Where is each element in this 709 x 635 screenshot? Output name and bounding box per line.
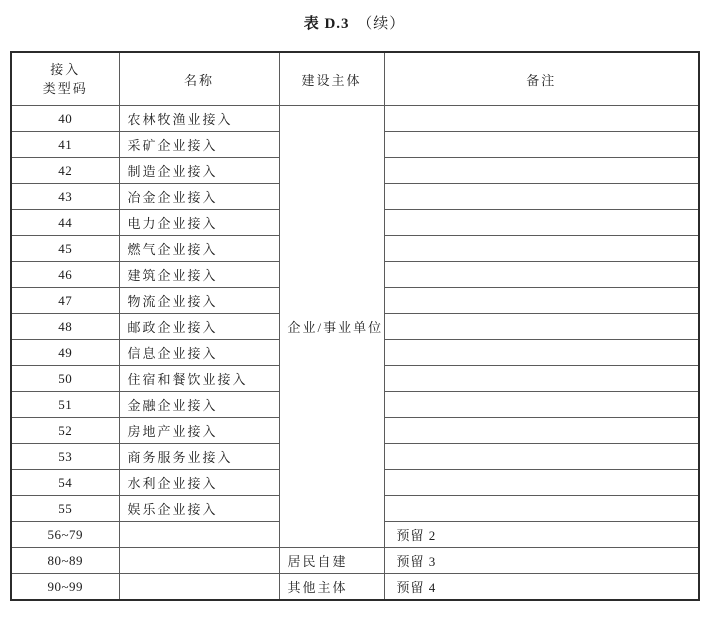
remark-cell (384, 314, 699, 340)
remark-cell: 预留 4 (384, 574, 699, 601)
name-cell: 住宿和餐饮业接入 (119, 366, 279, 392)
remark-cell (384, 444, 699, 470)
remark-cell (384, 158, 699, 184)
table-row (11, 548, 699, 574)
name-cell (119, 522, 279, 548)
name-cell: 商务服务业接入 (119, 444, 279, 470)
header-row (11, 52, 699, 106)
remark-cell: 预留 2 (384, 522, 699, 548)
header-code-line1: 接入 (50, 62, 81, 77)
table-row (11, 106, 699, 132)
name-cell: 信息企业接入 (119, 340, 279, 366)
code-cell: 49 (11, 340, 119, 366)
remark-cell (384, 210, 699, 236)
name-cell: 制造企业接入 (119, 158, 279, 184)
code-cell: 52 (11, 418, 119, 444)
table-continued-label: （续） (357, 16, 406, 32)
code-cell: 56~79 (11, 522, 119, 548)
name-cell: 娱乐企业接入 (119, 496, 279, 522)
remark-cell (384, 366, 699, 392)
name-cell: 采矿企业接入 (119, 132, 279, 158)
name-cell: 房地产业接入 (119, 418, 279, 444)
remark-cell: 预留 3 (384, 548, 699, 574)
remark-cell (384, 106, 699, 132)
remark-cell (384, 132, 699, 158)
code-cell: 55 (11, 496, 119, 522)
code-cell: 42 (11, 158, 119, 184)
code-cell: 45 (11, 236, 119, 262)
remark-cell (384, 184, 699, 210)
name-cell: 水利企业接入 (119, 470, 279, 496)
header-code (11, 52, 119, 106)
builder-cell-other: 其他主体 (279, 574, 384, 601)
code-cell: 46 (11, 262, 119, 288)
name-cell: 燃气企业接入 (119, 236, 279, 262)
name-cell: 农林牧渔业接入 (119, 106, 279, 132)
name-cell: 建筑企业接入 (119, 262, 279, 288)
table-header (11, 52, 699, 106)
code-cell: 43 (11, 184, 119, 210)
name-cell: 电力企业接入 (119, 210, 279, 236)
code-cell: 80~89 (11, 548, 119, 574)
remark-cell (384, 288, 699, 314)
name-cell (119, 548, 279, 574)
remark-cell (384, 496, 699, 522)
table-row (11, 574, 699, 601)
access-type-code-table (10, 51, 700, 601)
builder-cell-enterprise: 企业/事业单位 (279, 106, 384, 548)
builder-cell-resident: 居民自建 (279, 548, 384, 574)
name-cell: 金融企业接入 (119, 392, 279, 418)
code-cell: 47 (11, 288, 119, 314)
name-cell: 冶金企业接入 (119, 184, 279, 210)
header-builder: 建设主体 (279, 52, 384, 106)
name-cell: 邮政企业接入 (119, 314, 279, 340)
code-cell: 48 (11, 314, 119, 340)
code-cell: 51 (11, 392, 119, 418)
remark-cell (384, 470, 699, 496)
code-cell: 40 (11, 106, 119, 132)
remark-cell (384, 340, 699, 366)
header-remark: 备注 (384, 52, 699, 106)
code-cell: 90~99 (11, 574, 119, 601)
code-cell: 50 (11, 366, 119, 392)
remark-cell (384, 392, 699, 418)
table-number-label: 表 D.3 (303, 16, 350, 32)
code-cell: 53 (11, 444, 119, 470)
table-body (11, 106, 699, 601)
header-code-line2: 类型码 (42, 81, 88, 96)
header-name: 名称 (119, 52, 279, 106)
code-cell: 44 (11, 210, 119, 236)
remark-cell (384, 262, 699, 288)
page-title (0, 12, 709, 33)
name-cell (119, 574, 279, 601)
code-cell: 54 (11, 470, 119, 496)
remark-cell (384, 418, 699, 444)
code-cell: 41 (11, 132, 119, 158)
name-cell: 物流企业接入 (119, 288, 279, 314)
remark-cell (384, 236, 699, 262)
